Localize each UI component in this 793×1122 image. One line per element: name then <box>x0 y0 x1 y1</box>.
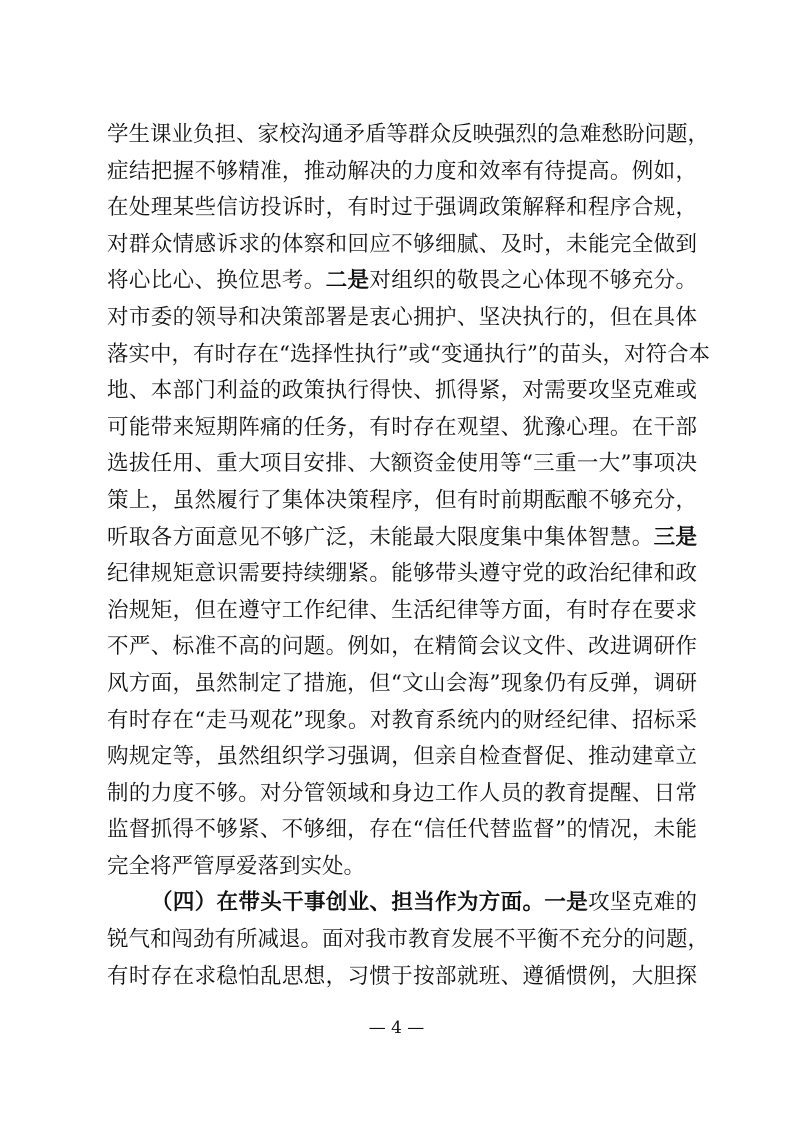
section-heading-line: （四）在带头干事创业、担当作为方面。一是攻坚克难的 <box>151 890 697 916</box>
text-line: 症结把握不够精准，推动解决的力度和效率有待提高。例如， <box>107 158 697 184</box>
text-line: 纪律规矩意识需要持续绷紧。能够带头遵守党的政治纪律和政 <box>107 561 697 587</box>
body-text <box>107 117 710 995</box>
text-line: 选拔任用、重大项目安排、大额资金使用等“三重一大”事项决 <box>107 451 697 477</box>
text-line: 完全将严管厚爱落到实处。 <box>107 853 366 879</box>
text-line: 策上，虽然履行了集体决策程序，但有时前期酝酿不够充分， <box>107 487 697 513</box>
text-line: 购规定等，虽然组织学习强调，但亲自检查督促、推动建章立 <box>107 744 697 770</box>
text-line: 监督抓得不够紧、不够细，存在“信任代替监督”的情况，未能 <box>107 817 697 843</box>
bold-marker: 三是 <box>653 524 697 550</box>
page-number: — 4 — <box>368 1018 425 1038</box>
text-line: 不严、标准不高的问题。例如，在精简会议文件、改进调研作 <box>107 634 697 660</box>
text-line: 地、本部门利益的政策执行得快、抓得紧，对需要攻坚克难或 <box>107 378 697 404</box>
text-line: 将心比心、换位思考。二是对组织的敬畏之心体现不够充分。 <box>107 268 697 294</box>
text-line: 在处理某些信访投诉时，有时过于强调政策解释和程序合规， <box>107 195 697 221</box>
text-line: 制的力度不够。对分管领域和身边工作人员的教育提醒、日常 <box>107 780 697 806</box>
text-line: 风方面，虽然制定了措施，但“文山会海”现象仍有反弹，调研 <box>107 670 697 696</box>
text-line: 落实中，有时存在“选择性执行”或“变通执行”的苗头，对符合本 <box>107 341 710 367</box>
text-line: 有时存在求稳怕乱思想，习惯于按部就班、遵循惯例，大胆探 <box>107 963 697 989</box>
text-line: 对群众情感诉求的体察和回应不够细腻、及时，未能完全做到 <box>107 231 697 257</box>
text-line: 对市委的领导和决策部署是衷心拥护、坚决执行的，但在具体 <box>107 304 697 330</box>
section-heading: （四）在带头干事创业、担当作为方面。 <box>151 890 545 916</box>
text-line: 治规矩，但在遵守工作纪律、生活纪律等方面，有时存在要求 <box>107 597 697 623</box>
text-line: 听取各方面意见不够广泛，未能最大限度集中集体智慧。三是 <box>107 524 697 550</box>
bold-marker: 二是 <box>325 268 370 294</box>
text-line: 可能带来短期阵痛的任务，有时存在观望、犹豫心理。在干部 <box>107 414 697 440</box>
bold-marker: 一是 <box>544 890 589 916</box>
text-line: 学生课业负担、家校沟通矛盾等群众反映强烈的急难愁盼问题， <box>107 122 710 147</box>
text-line: 锐气和闯劲有所减退。面对我市教育发展不平衡不充分的问题， <box>107 927 710 953</box>
text-line: 有时存在“走马观花”现象。对教育系统内的财经纪律、招标采 <box>107 707 697 733</box>
